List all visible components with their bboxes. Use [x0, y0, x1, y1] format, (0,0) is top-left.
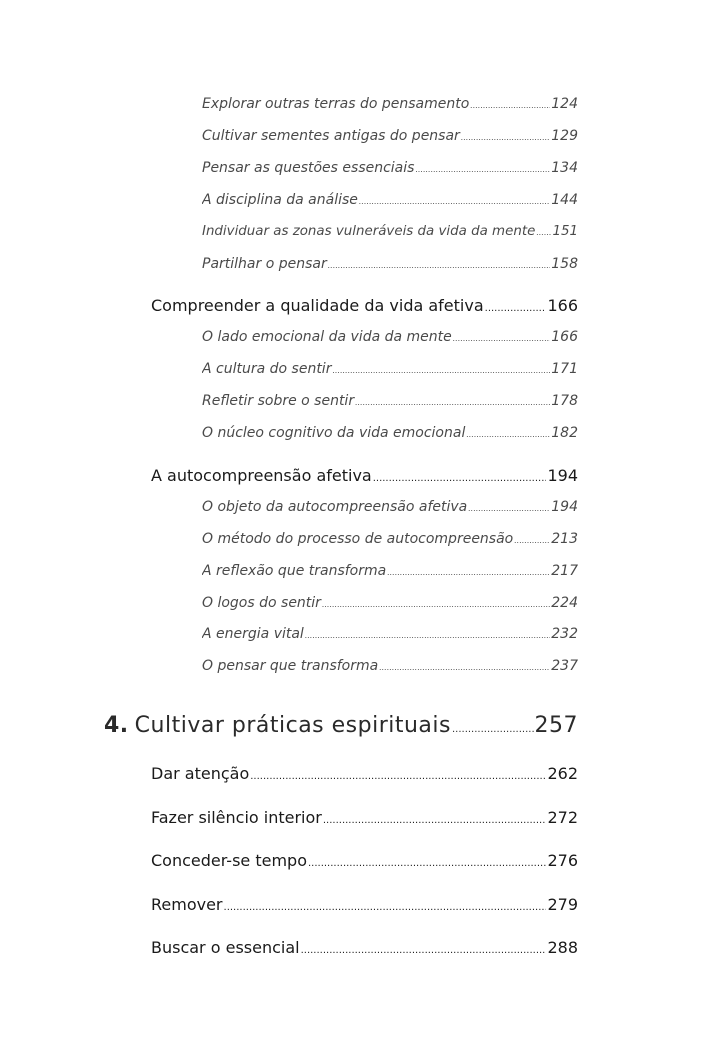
- toc-entry-page: 171: [551, 361, 578, 377]
- toc-entry[interactable]: [202, 256, 578, 272]
- dot-leader: [322, 600, 550, 609]
- toc-section[interactable]: [151, 851, 578, 870]
- toc-entry-page: 182: [551, 425, 578, 441]
- toc-entry-title: A disciplina da análise: [202, 192, 358, 208]
- toc-entry-page: 151: [552, 224, 578, 239]
- toc-entry[interactable]: [202, 96, 578, 112]
- chapter-title: Cultivar práticas espirituais: [134, 713, 451, 738]
- dot-leader: [452, 724, 534, 735]
- toc-entry[interactable]: [202, 595, 578, 611]
- toc-section[interactable]: [151, 938, 578, 957]
- toc-entry[interactable]: [202, 531, 578, 547]
- toc-section-page: 272: [547, 808, 578, 827]
- toc-section-page: 276: [547, 851, 578, 870]
- dot-leader: [387, 568, 550, 577]
- toc-section[interactable]: [151, 895, 578, 914]
- chapter-page: 257: [534, 713, 578, 738]
- toc-entry-title: Pensar as questões essenciais: [202, 160, 415, 176]
- dot-leader: [328, 261, 551, 270]
- toc-section-page: 279: [547, 895, 578, 914]
- dot-leader: [514, 536, 550, 545]
- toc-entry[interactable]: [202, 499, 578, 515]
- toc-entry[interactable]: [202, 329, 578, 345]
- toc-entry-page: 213: [551, 531, 578, 547]
- toc-entry-page: 158: [551, 256, 578, 272]
- toc-section-title: Compreender a qualidade da vida afetiva: [151, 296, 484, 315]
- toc-entry[interactable]: [202, 361, 578, 377]
- dot-leader: [359, 197, 550, 206]
- dot-leader: [470, 101, 550, 110]
- toc-entry-page: 129: [551, 128, 578, 144]
- toc-section-page: 288: [547, 938, 578, 957]
- toc-entry-title: Refletir sobre o sentir: [202, 393, 355, 409]
- dot-leader: [224, 902, 547, 913]
- toc-entry-title: O núcleo cognitivo da vida emocional: [202, 425, 466, 441]
- dot-leader: [323, 815, 547, 826]
- toc-entry-page: 124: [551, 96, 578, 112]
- dot-leader: [485, 303, 547, 314]
- toc-entry-title: O logos do sentir: [202, 595, 321, 611]
- toc-entry-title: Partilhar o pensar: [202, 256, 327, 272]
- toc-section-title: Fazer silêncio interior: [151, 808, 322, 827]
- toc-section-title: Dar atenção: [151, 764, 250, 783]
- toc-entry[interactable]: [202, 192, 578, 208]
- dot-leader: [453, 334, 551, 343]
- toc-entry[interactable]: [202, 425, 578, 441]
- toc-entry-page: 232: [551, 626, 578, 642]
- toc-entry[interactable]: [202, 563, 578, 579]
- dot-leader: [379, 663, 550, 672]
- toc-section[interactable]: [151, 466, 578, 485]
- toc-entry-title: A energia vital: [202, 626, 304, 642]
- toc-entry-title: O método do processo de autocompreensão: [202, 531, 514, 547]
- toc-entry-page: 217: [551, 563, 578, 579]
- dot-leader: [332, 366, 550, 375]
- chapter-number: 4.: [104, 713, 129, 738]
- dot-leader: [466, 430, 550, 439]
- toc-entry-title: O objeto da autocompreensão afetiva: [202, 499, 468, 515]
- toc-entry[interactable]: [202, 658, 578, 674]
- toc-entry-title: Cultivar sementes antigas do pensar: [202, 128, 460, 144]
- dot-leader: [305, 631, 550, 640]
- toc-section-page: 262: [547, 764, 578, 783]
- toc-entry-page: 224: [551, 595, 578, 611]
- toc-section[interactable]: [151, 764, 578, 783]
- toc-section-title: Remover: [151, 895, 223, 914]
- toc-entry[interactable]: [202, 128, 578, 144]
- dot-leader: [355, 398, 550, 407]
- toc-entry-title: Individuar as zonas vulneráveis da vida da mente: [202, 224, 536, 239]
- dot-leader: [461, 133, 550, 142]
- toc-entry-page: 178: [551, 393, 578, 409]
- dot-leader: [468, 504, 550, 513]
- dot-leader: [415, 165, 550, 174]
- toc-section-title: Conceder-se tempo: [151, 851, 307, 870]
- toc-entry-page: 144: [551, 192, 578, 208]
- toc-entry-page: 166: [551, 329, 578, 345]
- toc-chapter-heading: [104, 713, 451, 738]
- toc-entry-page: 194: [551, 499, 578, 515]
- toc-entry[interactable]: [202, 393, 578, 409]
- toc-section[interactable]: [151, 808, 578, 827]
- toc-section-page: 166: [547, 296, 578, 315]
- toc-section[interactable]: [151, 296, 578, 315]
- toc-entry-title: O lado emocional da vida da mente: [202, 329, 452, 345]
- toc-chapter[interactable]: [104, 713, 578, 738]
- dot-leader: [301, 945, 547, 956]
- toc-entry-title: A reflexão que transforma: [202, 563, 387, 579]
- toc-section-title: A autocompreensão afetiva: [151, 466, 372, 485]
- toc-entry[interactable]: [202, 626, 578, 642]
- toc-entry-page: 134: [551, 160, 578, 176]
- toc-entry[interactable]: [202, 160, 578, 176]
- toc-section-title: Buscar o essencial: [151, 938, 300, 957]
- dot-leader: [536, 228, 551, 237]
- toc-entry-title: O pensar que transforma: [202, 658, 379, 674]
- toc-entry[interactable]: [202, 224, 578, 239]
- dot-leader: [308, 858, 546, 869]
- toc-entry-title: A cultura do sentir: [202, 361, 332, 377]
- dot-leader: [373, 473, 547, 484]
- toc-section-page: 194: [547, 466, 578, 485]
- toc-entry-page: 237: [551, 658, 578, 674]
- toc-entry-title: Explorar outras terras do pensamento: [202, 96, 470, 112]
- dot-leader: [250, 771, 546, 782]
